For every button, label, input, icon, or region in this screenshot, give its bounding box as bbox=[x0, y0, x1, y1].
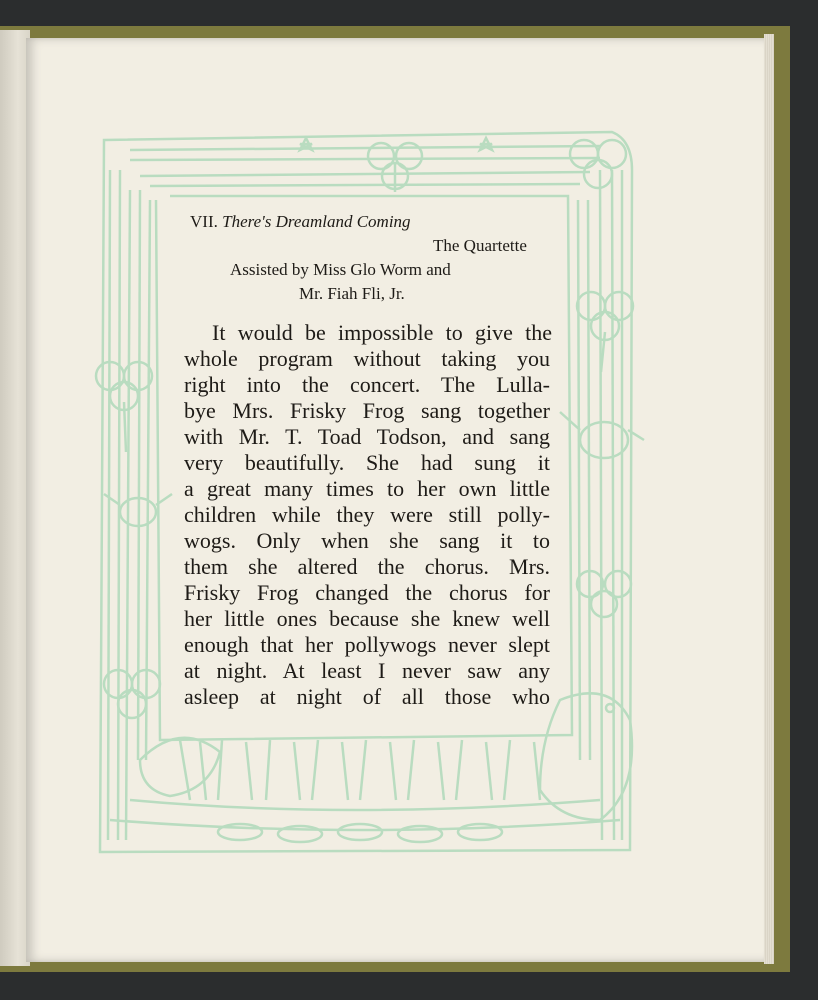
body-line-14: at night. At least I never saw any bbox=[184, 658, 550, 683]
body-line-3: right into the concert. The Lulla- bbox=[184, 372, 550, 397]
heading-line-1 bbox=[190, 212, 411, 232]
performer-line: The Quartette bbox=[433, 236, 527, 255]
section-number: VII. bbox=[190, 212, 218, 231]
body-line-8: children while they were still polly- bbox=[184, 502, 550, 527]
body-line-13: enough that her pollywogs never slept bbox=[184, 632, 550, 657]
assisted-line-1: Assisted by Miss Glo Worm and bbox=[230, 260, 451, 279]
body-line-4: bye Mrs. Frisky Frog sang together bbox=[184, 398, 550, 423]
body-line-9: wogs. Only when she sang it to bbox=[184, 528, 550, 553]
body-line-7: a great many times to her own little bbox=[184, 476, 550, 501]
body-line-1: It would be impossible to give the bbox=[212, 320, 552, 345]
assisted-line-2: Mr. Fiah Fli, Jr. bbox=[299, 284, 405, 303]
body-line-15: asleep at night of all those who bbox=[184, 684, 550, 709]
body-line-11: Frisky Frog changed the chorus for bbox=[184, 580, 550, 605]
body-line-10: them she altered the chorus. Mrs. bbox=[184, 554, 550, 579]
body-line-6: very beautifully. She had sung it bbox=[184, 450, 550, 475]
body-line-12: her little ones because she knew well bbox=[184, 606, 550, 631]
body-line-5: with Mr. T. Toad Todson, and sang bbox=[184, 424, 550, 449]
body-line-2: whole program without taking you bbox=[184, 346, 550, 371]
song-title: There's Dreamland Coming bbox=[222, 212, 411, 231]
